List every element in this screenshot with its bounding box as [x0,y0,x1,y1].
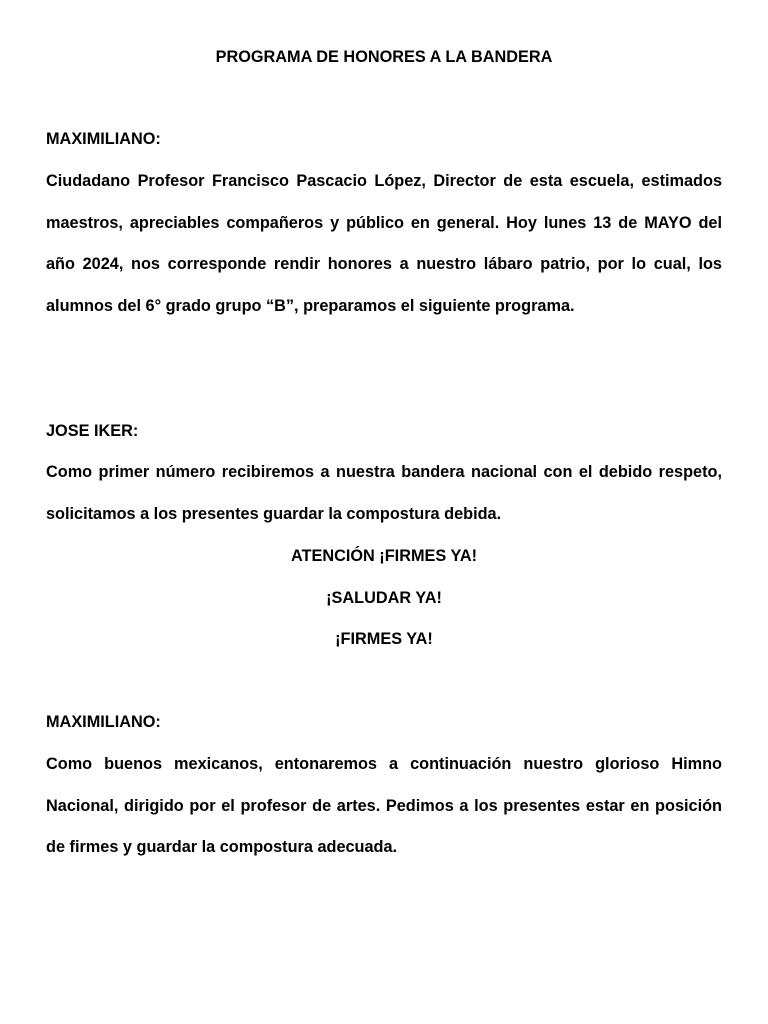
command-line: ¡SALUDAR YA! [326,589,442,607]
speaker-label: MAXIMILIANO: [46,713,161,731]
command-line: ATENCIÓN ¡FIRMES YA! [290,547,478,565]
speech-paragraph: Ciudadano Profesor Francisco Pascacio López, Director de esta escuela, estimados maestros, apreciables compañeros y público en general. Hoy lunes 13 de MAYO del año 2024, nos corresponde rendir honores a nuestro lábaro patrio, por lo cual, los alumnos del 6° grado grupo “B”, preparamos el siguiente programa. [46,172,722,316]
speech-paragraph: Como buenos mexicanos, entonaremos a continuación nuestro glorioso Himno Nacional, dirigido por el profesor de artes. Pedimos a los presentes estar en posición de firmes y guardar la compostura adecuada. [46,755,722,857]
command-line: ¡FIRMES YA! [335,630,433,648]
page-title: PROGRAMA DE HONORES A LA BANDERA [215,48,553,66]
speaker-label: MAXIMILIANO: [46,130,161,148]
speech-paragraph: Como primer número recibiremos a nuestra bandera nacional con el debido respeto, solicitamos a los presentes guardar la compostura debida. [46,463,722,523]
speaker-label: JOSE IKER: [46,422,139,440]
